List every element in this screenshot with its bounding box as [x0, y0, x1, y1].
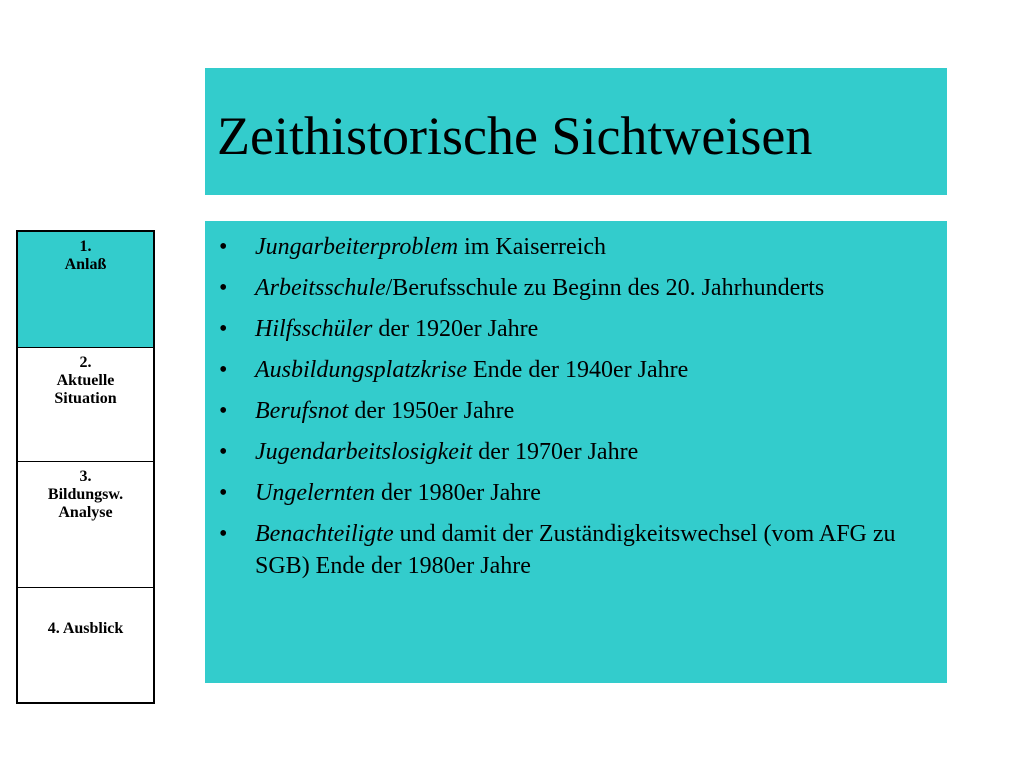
nav-item-ausblick[interactable]: [18, 588, 153, 702]
bullet-text: der 1980er Jahre: [374, 480, 541, 506]
title-banner: [205, 68, 947, 195]
nav-item-number: 2.: [79, 354, 92, 371]
bullet-dot-icon: •: [219, 275, 228, 301]
bullet-list: [217, 231, 933, 582]
section-nav-table: [16, 230, 155, 704]
slide-title: Zeithistorische Sichtweisen: [217, 105, 813, 166]
nav-item-number: 3.: [79, 468, 92, 485]
nav-item-label: Bildungsw.: [47, 486, 124, 503]
bullet-item: [217, 231, 933, 263]
bullet-keyword: Berufsnot: [255, 398, 349, 424]
nav-item-anlass[interactable]: [18, 232, 153, 348]
bullet-dot-icon: •: [219, 316, 228, 342]
bullet-keyword: Ausbildungsplatzkrise: [255, 357, 468, 383]
bullet-text: der 1950er Jahre: [348, 398, 515, 424]
bullet-keyword: Hilfsschüler: [255, 316, 373, 342]
nav-item-aktuelle-situation[interactable]: [18, 348, 153, 462]
nav-item-label: Situation: [54, 390, 117, 407]
bullet-dot-icon: •: [219, 357, 228, 383]
bullet-text: /Berufsschule zu Beginn des 20. Jahrhunderts: [385, 275, 825, 301]
bullet-keyword: Jungarbeiterproblem: [255, 234, 459, 260]
nav-item-number: 1.: [79, 238, 92, 255]
bullet-item: [217, 395, 933, 427]
bullet-item: [217, 354, 933, 386]
bullet-dot-icon: •: [219, 234, 228, 260]
nav-item-label: Analyse: [58, 504, 113, 521]
bullet-item: [217, 518, 933, 582]
bullet-keyword: Benachteiligte: [255, 521, 394, 547]
bullet-text: der 1920er Jahre: [372, 316, 539, 342]
bullet-item: [217, 436, 933, 468]
nav-item-label: 4. Ausblick: [47, 620, 124, 637]
nav-item-label: Aktuelle: [56, 372, 115, 389]
content-panel: [205, 221, 947, 683]
bullet-item: [217, 313, 933, 345]
bullet-item: [217, 272, 933, 304]
bullet-text: und damit der Zuständigkeitswechsel (vom AFG zu SGB) Ende der 1980er Jahre: [255, 521, 896, 579]
bullet-text: im Kaiserreich: [458, 234, 607, 260]
bullet-text: Ende der 1940er Jahre: [467, 357, 689, 383]
bullet-item: [217, 477, 933, 509]
bullet-dot-icon: •: [219, 521, 228, 547]
bullet-dot-icon: •: [219, 480, 228, 506]
bullet-keyword: Ungelernten: [255, 480, 375, 506]
bullet-keyword: Arbeitsschule: [255, 275, 386, 301]
bullet-text: der 1970er Jahre: [472, 439, 639, 465]
nav-item-bildungsw-analyse[interactable]: [18, 462, 153, 588]
bullet-keyword: Jugendarbeitslosigkeit: [255, 439, 473, 465]
nav-item-label: Anlaß: [64, 256, 107, 273]
bullet-dot-icon: •: [219, 439, 228, 465]
bullet-dot-icon: •: [219, 398, 228, 424]
